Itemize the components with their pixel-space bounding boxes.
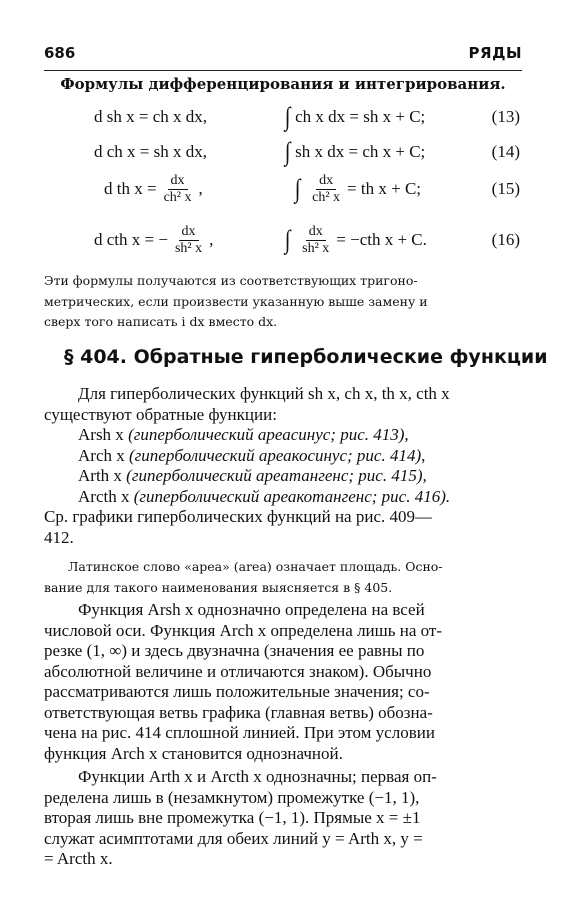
note-line	[44, 272, 522, 293]
formula-14-right-text: sh x dx = ch x + C;	[295, 142, 426, 161]
fraction-numerator: dx	[316, 173, 336, 190]
formula-16-left-post: ,	[209, 230, 214, 249]
formula-15-number: (15)	[491, 179, 520, 198]
note-line-text: Эти формулы получаются из соответствующих тригоно-	[44, 273, 418, 288]
formula-16-right-post: = −cth x + C.	[336, 230, 427, 249]
paragraph-line: ответствующая ветвь графика (главная ветвь) обозна-	[44, 702, 433, 722]
paragraph-line: функция Arch x становится однозначной.	[44, 743, 343, 763]
formula-16-left	[94, 219, 213, 261]
inverse-function-item	[44, 466, 522, 487]
formula-15-left	[104, 168, 203, 210]
intro-line: существуют обратные функции:	[44, 404, 277, 424]
paragraph-line: = Arcth x.	[44, 849, 113, 868]
compare-line: 412.	[44, 527, 74, 547]
inverse-function-item	[44, 425, 522, 446]
fraction	[172, 224, 205, 257]
section-intro	[44, 384, 522, 548]
latin-note-line: Латинское слово «ареа» (area) означает площадь. Осно-	[68, 559, 443, 574]
fraction	[299, 224, 332, 257]
paragraph-1	[44, 600, 522, 764]
inverse-function-item	[44, 487, 522, 508]
formula-14-left: d ch x = sh x dx,	[94, 142, 207, 161]
formula-14-number: (14)	[491, 142, 520, 161]
formula-13-number: (13)	[491, 107, 520, 126]
note-line	[44, 293, 522, 314]
paragraph-line: вторая лишь вне промежутка (−1, 1). Прямые x = ±1	[44, 808, 421, 827]
paragraph-line: резке (1, ∞) и здесь двузначна (значения ее равны по	[44, 641, 425, 660]
formula-15-right	[294, 168, 421, 210]
formula-row-15	[44, 168, 522, 210]
fraction-numerator: dx	[306, 224, 326, 241]
formula-16-right	[284, 219, 427, 261]
paragraph-line: чена на рис. 414 сплошной линией. При этом условии	[44, 723, 435, 742]
integral-sign: ∫	[284, 102, 291, 131]
formulas-note	[44, 272, 522, 334]
paragraph-line: Функции Arth x и Arcth x однозначны; первая оп-	[78, 767, 437, 786]
formula-15-left-post: ,	[198, 179, 203, 198]
formula-15-right-post: = th x + C;	[347, 179, 422, 198]
formula-15-left-pre: d th x =	[104, 179, 157, 198]
intro-line: Для гиперболических функций sh x, ch x, th x, cth x	[78, 384, 450, 403]
paragraph-line: служат асимптотами для обеих линий y = Arth x, y =	[44, 828, 423, 848]
section-title: § 404. Обратные гиперболические функции	[64, 346, 548, 368]
formula-14-right	[284, 131, 425, 173]
function-name: Arcth x	[78, 486, 130, 506]
fraction-numerator: dx	[179, 224, 199, 241]
function-name: Arch x	[78, 445, 125, 465]
paragraph-line: абсолютной величине и отличаются знаком). Обычно	[44, 661, 432, 681]
function-desc: (гиперболический ареасинус; рис. 413),	[128, 425, 409, 444]
latin-note-line: вание для такого наименования выясняется в § 405.	[44, 579, 393, 595]
formula-13-left: d sh x = ch x dx,	[94, 107, 207, 126]
paragraph-2	[44, 767, 522, 870]
running-title: РЯДЫ	[468, 44, 522, 62]
paragraph-line: ределена лишь в (незамкнутом) промежутке (−1, 1),	[44, 787, 420, 807]
compare-line: Ср. графики гиперболических функций на рис. 409—	[44, 507, 432, 526]
note-line: сверх того написать i dx вместо dx.	[44, 314, 278, 329]
fraction-denominator: ch² x	[163, 189, 192, 205]
formulas-title: Формулы дифференцирования и интегрирования.	[60, 75, 506, 93]
fraction-numerator: dx	[168, 173, 188, 190]
integral-sign: ∫	[284, 225, 291, 254]
function-name: Arth x	[78, 466, 122, 485]
page-number: 686	[44, 44, 76, 62]
paragraph-line: числовой оси. Функция Arch x определена лишь на от-	[44, 620, 443, 640]
function-desc: (гиперболический ареакосинус; рис. 414),	[128, 445, 426, 465]
page-header	[44, 40, 522, 71]
formula-row-16	[44, 219, 522, 261]
formula-16-left-pre: d cth x = −	[94, 230, 168, 249]
formula-13-right-text: ch x dx = sh x + C;	[295, 107, 426, 126]
formula-16-number: (16)	[491, 230, 520, 249]
formula-row-14	[44, 131, 522, 173]
paragraph-line: Функция Arsh x однозначно определена на всей	[78, 600, 425, 619]
integral-sign: ∫	[284, 137, 291, 166]
paragraph-line: рассматриваются лишь положительные значения; со-	[44, 682, 430, 701]
note-line-text: метрических, если произвести указанную выше замену и	[44, 293, 428, 309]
fraction-denominator: ch² x	[312, 189, 341, 205]
fraction	[309, 173, 343, 206]
integral-sign: ∫	[294, 174, 301, 203]
function-name: Arsh x	[78, 425, 124, 444]
fraction-denominator: sh² x	[174, 240, 203, 256]
fraction-denominator: sh² x	[302, 240, 330, 256]
function-desc: (гиперболический ареакотангенс; рис. 416).	[133, 486, 451, 506]
latin-note	[44, 558, 522, 599]
inverse-function-item	[44, 446, 522, 467]
fraction	[161, 173, 195, 206]
function-desc: (гиперболический ареатангенс; рис. 415),	[126, 466, 427, 485]
